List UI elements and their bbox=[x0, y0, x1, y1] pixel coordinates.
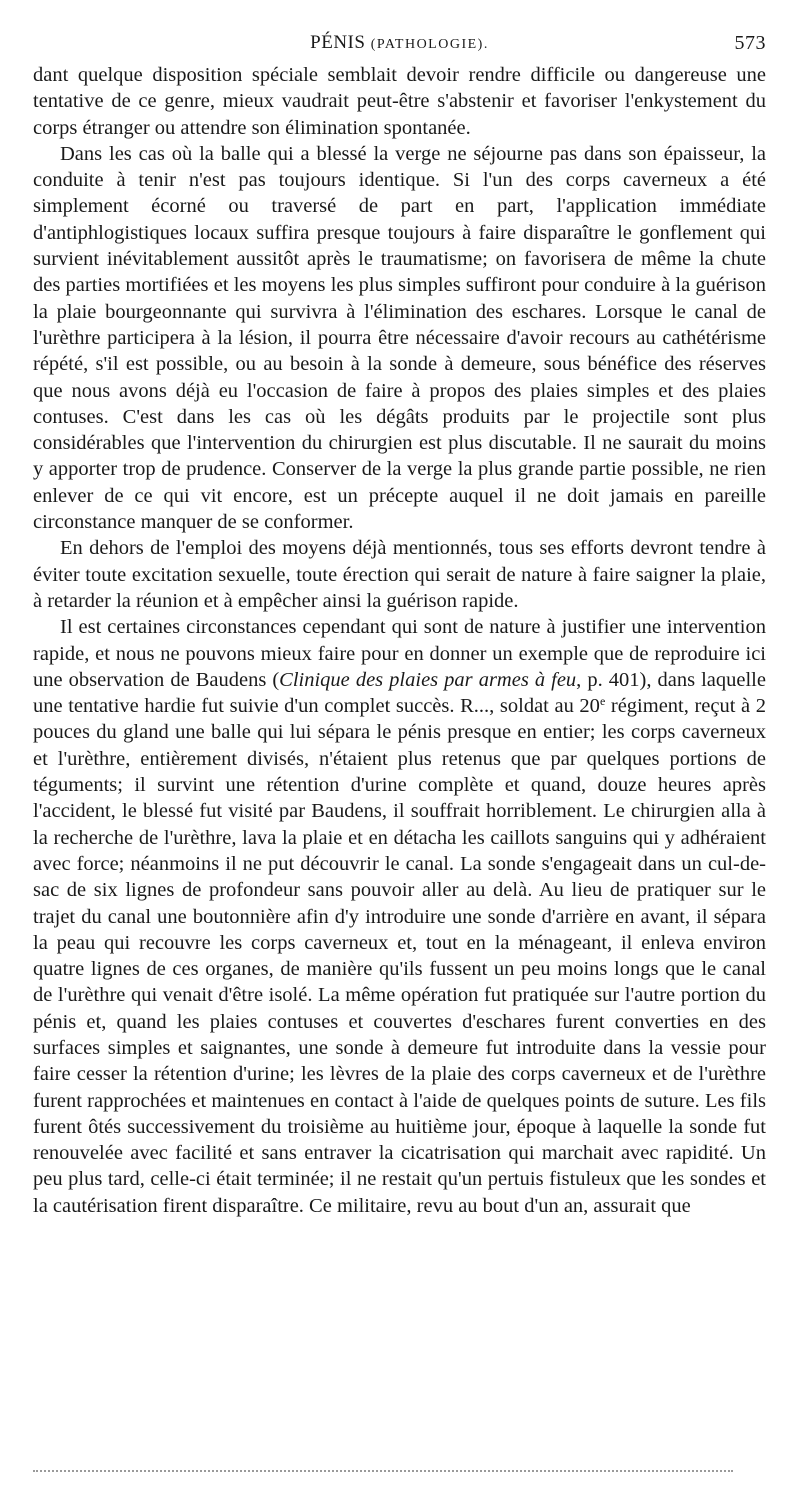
paragraph-4-intro: Il est certaines circonstances cependant qui sont de nature à justifier une intervention rapide, et nous ne pouvons mieux faire pour en donner un exemple que de reproduire ici une observation de Baudens ( bbox=[33, 616, 766, 691]
paragraph-3: En dehors de l'emploi des moyens déjà mentionnés, tous ses efforts devront tendre à éviter toute excitation sexuelle, toute érection qui serait de nature à faire saigner la plaie, à retarder la réunion et à empêcher ainsi la guérison rapide. bbox=[33, 537, 766, 612]
paragraph-4 bbox=[33, 614, 766, 1219]
book-citation: Clinique des plaies par armes à feu bbox=[279, 668, 577, 691]
running-title-main: PÉNIS bbox=[310, 32, 366, 53]
ordinal-suffix: e bbox=[599, 694, 606, 709]
paragraph-1: dant quelque disposition spéciale semblait devoir rendre difficile ou dangereuse une tentative de ce genre, mieux vaudrait peut-être s'abstenir et favoriser l'enkystement du corps étranger ou attendre son élimination spontanée. bbox=[33, 64, 766, 139]
book-page bbox=[33, 28, 766, 1219]
paragraph-4-rest: régiment, reçut à 2 pouces du gland une balle qui lui sépara le pénis presque en entier; les corps caverneux et l'urèthre, entièrement divisés, n'étaient plus retenus que par quelques portions de téguments; il survint une rétention d'urine complète et quand, douze heures après l'accident, le blessé fut visité par Baudens, il souffrait horriblement. Le chirurgien alla à la recherche de l'urèthre, lava la plaie et en détacha les caillots sanguins qui y adhéraient avec force; néanmoins il ne put découvrir le canal. La sonde s'engageait dans un cul-de-sac de six lignes de profondeur sans pouvoir aller au delà. Au lieu de pratiquer sur le trajet du canal une boutonnière afin d'y introduire une sonde d'arrière en avant, il sépara la peau qui recouvre les corps caverneux et, tout en la ménageant, il enleva environ quatre lignes de ces organes, de manière qu'ils fussent un peu moins longs que le canal de l'urèthre qui venait d'être isolé. La même opération fut pratiquée sur l'autre portion du pénis et, quand les plaies contuses et couvertes d'eschares furent converties en des surfaces simples et saignantes, une sonde à demeure fut introduite dans la vessie pour faire cesser la rétention d'urine; les lèvres de la plaie des corps caverneux et de l'urèthre furent rapprochées et maintenues en contact à l'aide de quelques points de suture. Les fils furent ôtés successivement du troisième au huitième jour, époque à laquelle la sonde fut renouvelée avec facilité et sans entraver la cicatrisation qui marchait avec rapidité. Un peu plus tard, celle-ci était terminée; il ne restait qu'un pertuis fistuleux que les sondes et la cautérisation firent disparaître. Ce militaire, revu au bout d'un an, assurait que bbox=[33, 695, 767, 1217]
page-number: 573 bbox=[734, 32, 766, 54]
paragraph-2: Dans les cas où la balle qui a blessé la verge ne séjourne pas dans son épaisseur, la conduite à tenir n'est pas toujours identique. Si l'un des corps caverneux a été simplement écorné ou traversé de part en part, l'application immédiate d'antiphlogistiques locaux suffira presque toujours à faire disparaître le gonflement qui survient inévitablement aussitôt après le traumatisme; on favorisera de même la chute des parties mortifiées et les moyens les plus simples suffiront pour conduire à la guérison la plaie bourgeonnante qui survivra à l'élimination des eschares. Lorsque le canal de l'urèthre participera à la lésion, il pourra être nécessaire d'avoir recours au cathétérisme répété, s'il est possible, ou au besoin à la sonde à demeure, sous bénéfice des réserves que nous avons déjà eu l'occasion de faire à propos des plaies simples et des plaies contuses. C'est dans les cas où les dégâts produits par le projectile sont plus considérables que l'intervention du chirurgien est plus discutable. Il ne saurait du moins y apporter trop de prudence. Conserver de la verge la plus grande partie possible, ne rien enlever de ce qui vit encore, est un précepte auquel il ne doit jamais en pareille circonstance manquer de se conformer. bbox=[33, 142, 766, 534]
body-text bbox=[33, 62, 766, 1219]
running-title bbox=[33, 32, 766, 54]
running-header bbox=[33, 28, 766, 62]
paragraph-4-continued: , p. 401), dans laquelle une tentative hardie fut suivie d'un complet succès. R..., soldat au 20 bbox=[33, 668, 766, 718]
footer-dotted-rule bbox=[33, 1470, 733, 1472]
running-title-subtitle: (PATHOLOGIE). bbox=[370, 37, 489, 52]
